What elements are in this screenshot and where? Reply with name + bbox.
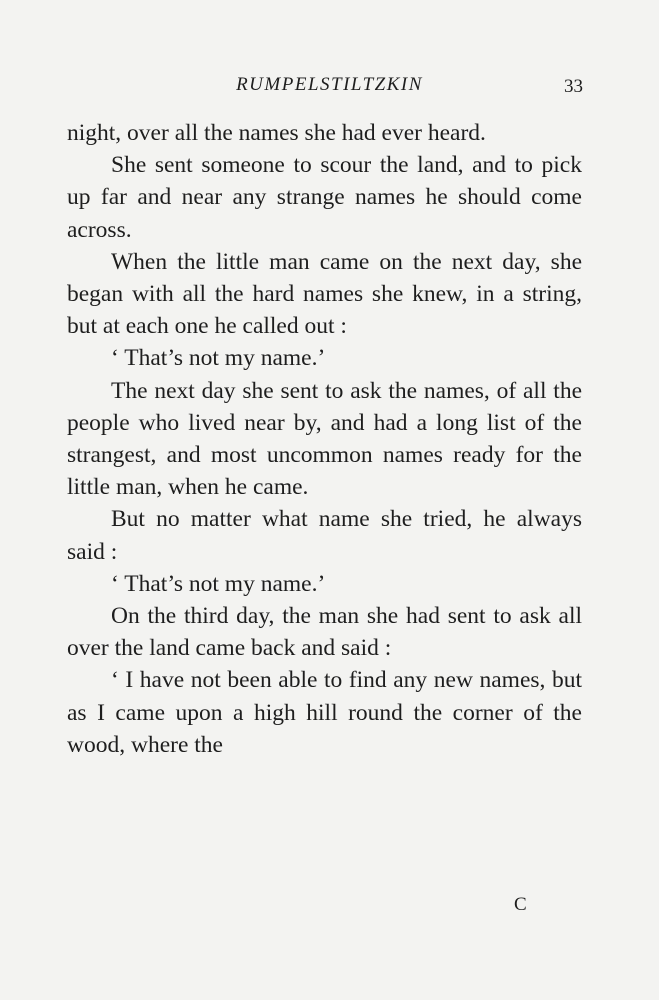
signature-mark: C xyxy=(514,894,527,915)
running-title: RUMPELSTILTZKIN xyxy=(236,74,423,95)
paragraph: She sent someone to scour the land, and to pick up far and near any strange names he should come across. xyxy=(67,152,582,243)
body-text xyxy=(67,117,582,761)
paragraph: The next day she sent to ask the names, of all the people who lived near by, and had a long list of the strangest, and most uncommon names ready for the little man, when he came. xyxy=(67,377,582,501)
paragraph: When the little man came on the next day, she began with all the hard names she knew, in a string, but at each one he called out : xyxy=(67,248,582,340)
paragraph: On the third day, the man she had sent to ask all over the land came back and said : xyxy=(67,603,582,662)
paragraph: But no matter what name she tried, he always said : xyxy=(67,506,582,565)
paragraph: ‘ That’s not my name.’ xyxy=(111,570,326,597)
paragraph: ‘ That’s not my name.’ xyxy=(111,345,326,372)
running-header xyxy=(0,70,659,100)
page-number: 33 xyxy=(564,76,583,97)
paragraph: night, over all the names she had ever heard. xyxy=(67,120,486,146)
paragraph: ‘ I have not been able to find any new names, but as I came upon a high hill round the corner of the wood, where the xyxy=(67,667,582,758)
